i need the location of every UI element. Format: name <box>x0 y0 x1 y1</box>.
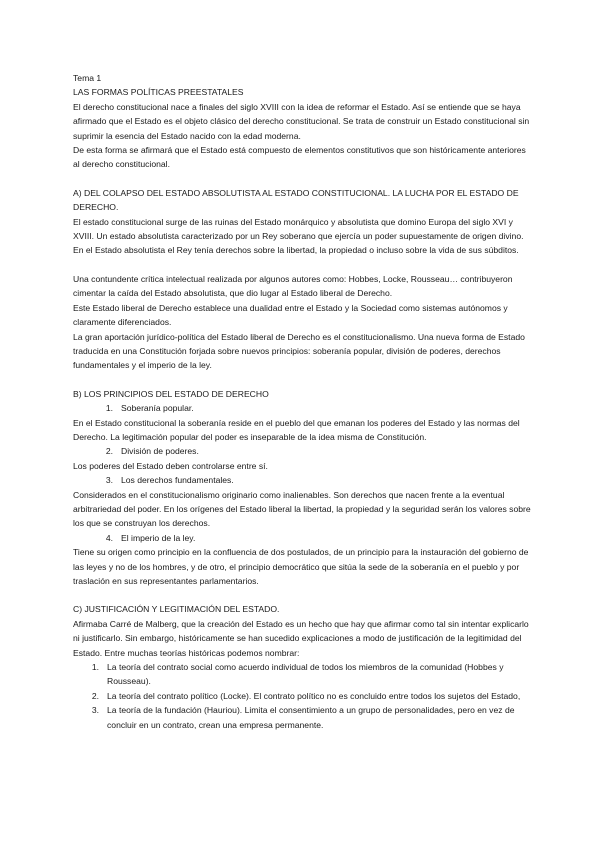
theory-item <box>73 660 533 689</box>
section-c-heading: C) JUSTIFICACIÓN Y LEGITIMACIÓN DEL ESTADO. <box>73 604 280 615</box>
document-page <box>73 71 533 732</box>
principle-item <box>73 444 533 458</box>
section-c-paragraph: Afirmaba Carré de Malberg, que la creación del Estado es un hecho que hay que afirmar como tal sin intentar explicarlo ni justificarlo. Sin embargo, históricamente se han sucedido explicaciones a modo de justificación de la legitimidad del Estado. Entre muchas teorías históricas podemos nombrar: <box>73 618 529 658</box>
theory-text: La teoría del contrato político (Locke). El contrato político no es concluido entre todos los sujetos del Estado, <box>107 690 521 701</box>
topic-label: Tema 1 <box>73 73 102 83</box>
theory-text: La teoría de la fundación (Hauriou). Limita el consentimiento a un grupo de personalidades, pero en vez de concluir en un contrato, crean una empresa permanente. <box>107 705 515 730</box>
principle-label: División de poderes. <box>121 446 199 457</box>
list-number: 3. <box>91 705 99 716</box>
principle-label: Soberanía popular. <box>121 403 194 414</box>
section-a-heading: A) DEL COLAPSO DEL ESTADO ABSOLUTISTA AL ESTADO CONSTITUCIONAL. LA LUCHA POR EL ESTADO DE DERECHO. <box>73 187 519 213</box>
principle-label: El imperio de la ley. <box>121 532 196 543</box>
principle-item <box>73 531 533 545</box>
list-number: 1. <box>105 403 113 414</box>
list-number: 4. <box>105 532 113 543</box>
intro-paragraph-1: El derecho constitucional nace a finales del siglo XVIII con la idea de reformar el Estado. Así se entiende que se haya afirmado que el Estado es el objeto clásico del derecho constitucional. Se trata de construir un Estado constitucional sin suprimir la esencia del Estado nacido con la edad moderna. <box>73 101 530 141</box>
principle-text: Los poderes del Estado deben controlarse entre sí. <box>73 460 268 471</box>
principle-text: Tiene su origen como principio en la confluencia de dos postulados, de un principio para la instauración del gobierno de las leyes y no de los hombres, y de otro, el principio democrático que sitúa la sede de la soberanía en el pueblo y por traslación en sus representantes parlamentarios. <box>73 547 529 586</box>
section-a-paragraph: El estado constitucional surge de las ruinas del Estado monárquico y absolutista que domino Europa del siglo XVI y XVIII. Un estado absolutista caracterizado por un Rey soberano que ejercía un poder supuestamente de origen divino. <box>73 216 524 242</box>
section-a-paragraph: Este Estado liberal de Derecho establece una dualidad entre el Estado y la Sociedad como sistemas autónomos y claramente diferenciados. <box>73 302 508 328</box>
section-a-paragraph: Una contundente crítica intelectual realizada por algunos autores como: Hobbes, Locke, Rousseau… contribuyeron cimentar la caída del Estado absolutista, que dio lugar al Estado liberal de Derecho. <box>73 273 513 299</box>
principle-text: En el Estado constitucional la soberanía reside en el pueblo del que emanan los poderes del Estado y las normas del Derecho. La legitimación popular del poder es inseparable de la idea misma de Constitución. <box>73 417 520 442</box>
list-number: 3. <box>105 475 113 486</box>
section-b-heading: B) LOS PRINCIPIOS DEL ESTADO DE DERECHO <box>73 388 269 399</box>
principle-text: Considerados en el constitucionalismo originario como inalienables. Son derechos que nacen frente a la eventual arbitrariedad del poder. En los orígenes del Estado liberal la libertad, la propiedad y la seguridad serán los valores sobre los que se construyan los derechos. <box>73 489 531 529</box>
list-number: 2. <box>91 690 99 701</box>
principle-label: Los derechos fundamentales. <box>121 475 234 486</box>
list-number: 1. <box>91 662 99 673</box>
list-number: 2. <box>105 446 113 457</box>
theory-item <box>73 703 533 732</box>
theory-text: La teoría del contrato social como acuerdo individual de todos los miembros de la comunidad (Hobbes y Rousseau). <box>107 662 504 687</box>
principle-item <box>73 401 533 415</box>
section-a-paragraph: En el Estado absolutista el Rey tenía derechos sobre la libertad, la propiedad o incluso sobre la vida de sus súbditos. <box>73 245 519 256</box>
section-a-paragraph: La gran aportación jurídico-política del Estado liberal de Derecho es el constitucionalismo. Una nueva forma de Estado traducida en una Constitución forjada sobre nuevos principios: soberanía popular, división de poderes, derechos fundamentales y el imperio de la ley. <box>73 331 525 371</box>
principle-item <box>73 473 533 487</box>
intro-paragraph-2: De esta forma se afirmará que el Estado está compuesto de elementos constitutivos que son históricamente anteriores al derecho constitucional. <box>73 145 526 170</box>
document-title: LAS FORMAS POLÍTICAS PREESTATALES <box>73 87 244 98</box>
theory-item <box>73 689 533 703</box>
